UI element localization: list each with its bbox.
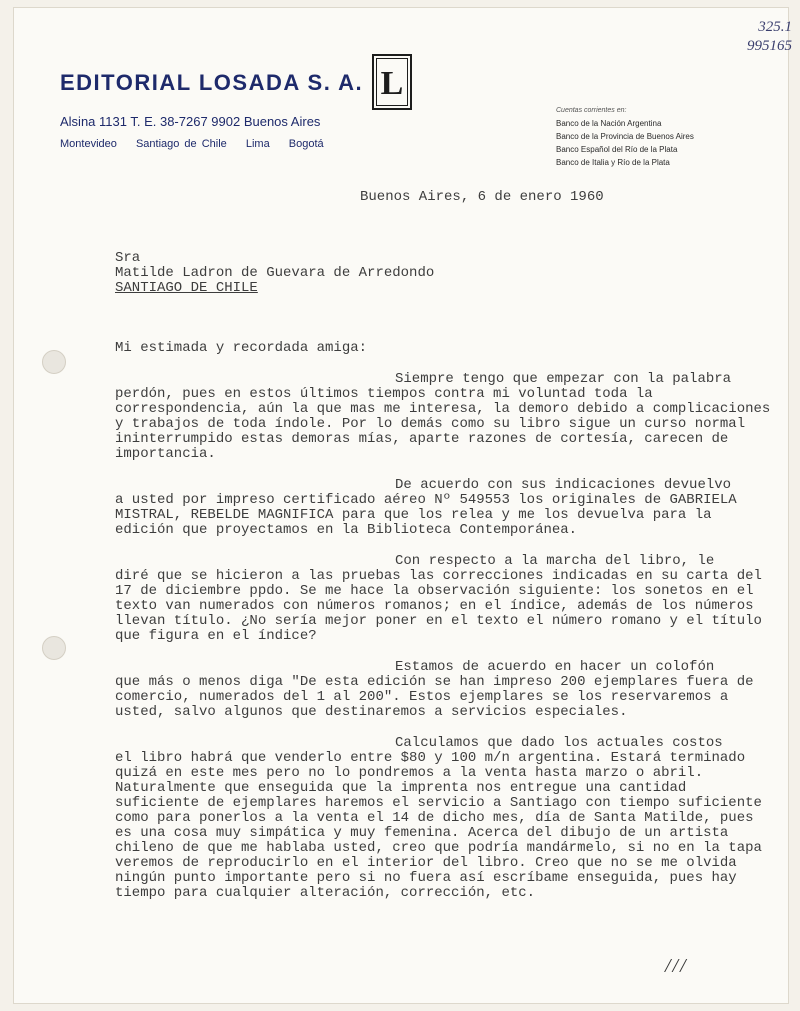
banks-header: Cuentas corrientes en: xyxy=(556,107,627,114)
paragraph-text: que más o menos diga "De esta edición se han impreso 200 ejemplares fuera de comercio, numerados del 1 al 200". Estos ejemplares se los reservaremos a usted, salvo algunos que destinaremos a servicios especiales. xyxy=(115,674,754,720)
bank-accounts xyxy=(556,104,694,169)
punch-hole xyxy=(42,350,66,374)
bank-item: Banco de la Provincia de Buenos Aires xyxy=(556,132,694,141)
paragraph-text: diré que se hicieron a las pruebas las correcciones indicadas en su carta del 17 de diciembre ppdo. Se me hace la observación siguiente: los sonetos en el texto van numerados con números romanos; en el índice, además de los números llevan título. ¿No sería mejor poner en el texto el número romano y el título que figura en el índice? xyxy=(115,568,762,644)
logo-emblem-icon xyxy=(374,56,410,108)
bank-item: Banco Español del Río de la Plata xyxy=(556,145,678,154)
letter-body xyxy=(115,190,775,917)
letter-date: Buenos Aires, 6 de enero 1960 xyxy=(360,189,604,205)
city-item: Lima xyxy=(245,138,270,150)
punch-hole xyxy=(42,636,66,660)
company-name: EDITORIAL LOSADA S. A. xyxy=(60,70,364,95)
city-item: Bogotá xyxy=(288,138,324,150)
archive-ref-line: 995165 xyxy=(747,38,792,54)
recipient-city: SANTIAGO DE CHILE xyxy=(115,280,258,296)
paragraph-text: perdón, pues en estos últimos tiempos contra mi voluntad toda la correspondencia, aún la que mas me interesa, la demoro debido a complicaciones y trabajos de toda índole. Por lo demás como su libro sigue un curso normal ininterrumpido estas demoras mías, aparte razones de cortesía, carecen de importancia. xyxy=(115,386,771,462)
recipient-title: Sra xyxy=(115,250,141,266)
recipient-block xyxy=(115,251,775,296)
recipient-name: Matilde Ladron de Guevara de Arredondo xyxy=(115,265,435,281)
logo-letter: L xyxy=(380,65,404,102)
paragraph-first-line: Con respecto a la marcha del libro, le xyxy=(395,553,715,569)
paragraph xyxy=(115,736,775,901)
paragraph-first-line: Siempre tengo que empezar con la palabra xyxy=(395,371,732,387)
paragraph-first-line: Estamos de acuerdo en hacer un colofón xyxy=(395,659,715,675)
bank-item: Banco de Italia y Río de la Plata xyxy=(556,158,670,167)
bank-item: Banco de la Nación Argentina xyxy=(556,119,662,128)
paragraph xyxy=(115,554,775,644)
company-address: Alsina 1131 T. E. 38-7267 9902 Buenos Aires xyxy=(60,114,321,129)
paragraph-text: el libro habrá que venderlo entre $80 y 100 m/n argentina. Estará terminado quizá en este mes pero no lo pondremos a la venta hasta marzo o abril. Naturalmente que enseguida que la imprenta nos entregue una cantidad suficiente de ejemplares haremos el servicio a Santiago con tiempo suficiente como para ponerlos a la venta el 14 de dicho mes, día de Santa Matilde, pues es una cosa muy simpática y muy femenina. Acerca del dibujo de un artista chileno de que me hablaba usted, creo que podría mandármelo, si no en la tapa veremos de reproducirlo en el interior del libro. Creo que no se me olvida ningún punto importante pero si no fuera así escríbame enseguida, pues hay tiempo para cualquier alteración, corrección, etc. xyxy=(115,750,762,901)
city-item: Montevideo xyxy=(60,138,117,150)
paragraph xyxy=(115,372,775,462)
branch-cities xyxy=(60,138,338,150)
publisher-logo xyxy=(372,54,412,110)
paragraph-first-line: De acuerdo con sus indicaciones devuelvo xyxy=(395,477,732,493)
paragraph xyxy=(115,478,775,538)
continuation-mark: /// xyxy=(665,955,688,977)
paragraph-text: a usted por impreso certificado aéreo Nº 549553 los originales de GABRIELA MISTRAL, REBELDE MAGNIFICA para que los relea y me los devuelva para la edición que proyectamos en la Biblioteca Contemporánea. xyxy=(115,492,737,538)
paragraph xyxy=(115,660,775,720)
paragraph-first-line: Calculamos que dado los actuales costos xyxy=(395,735,723,751)
archive-ref-line: 325.1 xyxy=(758,19,792,35)
city-item: Santiago de Chile xyxy=(135,138,227,150)
greeting: Mi estimada y recordada amiga: xyxy=(115,340,368,356)
archive-reference xyxy=(747,18,792,56)
